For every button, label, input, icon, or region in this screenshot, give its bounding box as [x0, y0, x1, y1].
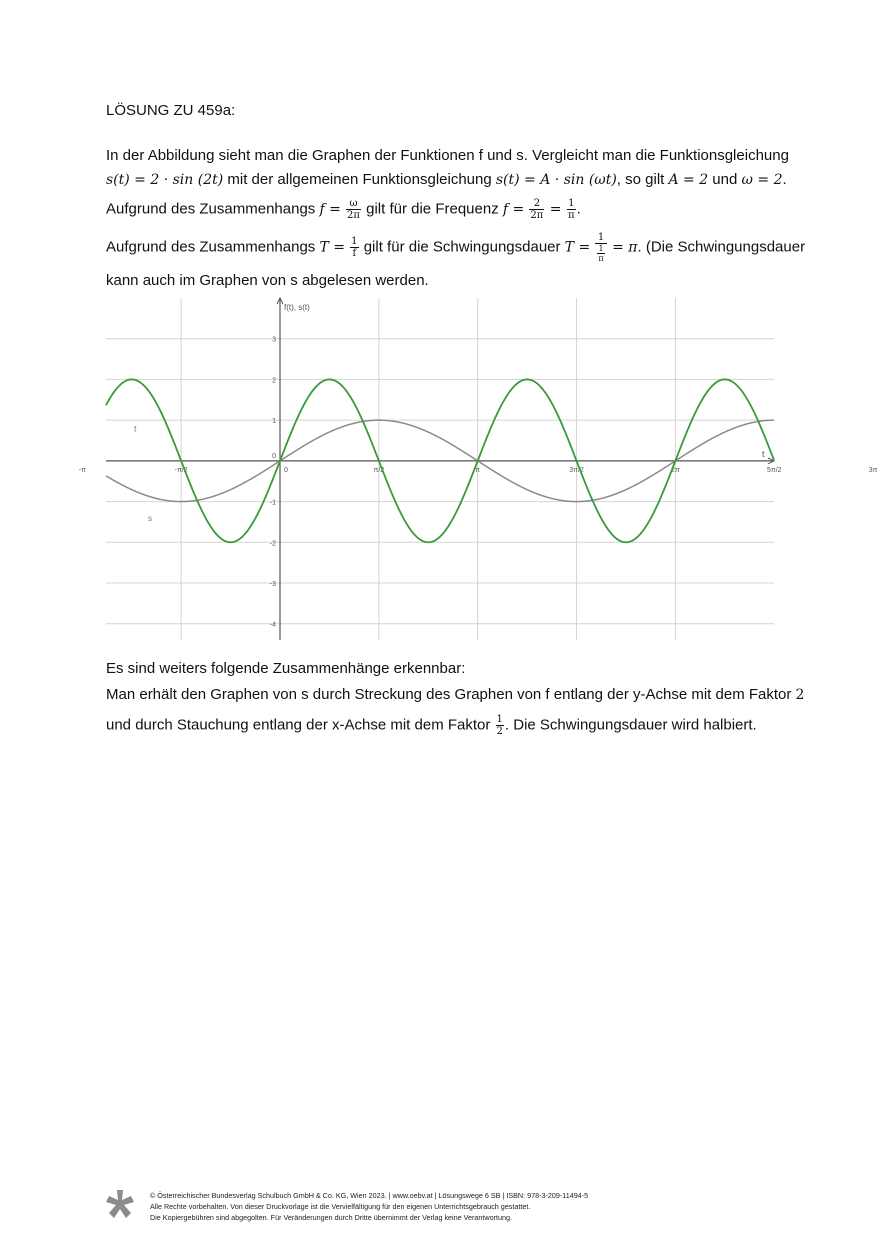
- para4-line2: [106, 686, 804, 703]
- eq-omega: ω = 2: [741, 172, 783, 188]
- denominator: 2π: [347, 210, 360, 221]
- eq-T: T =: [319, 239, 345, 256]
- y-tick-label: -2: [269, 540, 277, 548]
- numerator: 1: [496, 714, 503, 725]
- fraction: [350, 236, 358, 259]
- footer: [150, 1190, 588, 1223]
- y-tick-label: -3: [269, 581, 277, 588]
- factor-two: 2: [795, 687, 805, 703]
- y-tick-label: 3: [272, 336, 277, 344]
- eq-A: A = 2: [668, 172, 709, 188]
- numerator: 1: [598, 244, 604, 253]
- para1-line1: In der Abbildung sieht man die Graphen der Funktionen f und s. Vergleicht man die Funktionsgleichung: [106, 147, 789, 164]
- text: .: [782, 171, 787, 188]
- denominator: π: [567, 210, 575, 221]
- para3-line2: kann auch im Graphen von s abgelesen werden.: [106, 272, 429, 289]
- para4-line1: Es sind weiters folgende Zusammenhänge erkennbar:: [106, 660, 466, 677]
- numerator: 1: [595, 232, 606, 244]
- fraction: [496, 714, 504, 737]
- text: gilt für die Schwingungsdauer: [359, 238, 565, 256]
- y-tick-label: -4: [269, 621, 277, 629]
- para4-line3: [106, 714, 757, 737]
- eq-s: s(t) = 2 · sin (2t): [106, 172, 224, 188]
- y-axis-label: f(t), s(t): [284, 303, 310, 312]
- text: Aufgrund des Zusammenhangs: [106, 200, 320, 218]
- text: und: [708, 171, 742, 188]
- footer-line: © Österreichischer Bundesverlag Schulbuch GmbH & Co. KG, Wien 2023. | www.oebv.at | Lösungswege 6 SB | ISBN: 978-3-209-11494-5: [150, 1191, 589, 1200]
- denominator: [595, 244, 606, 263]
- denominator: π: [598, 254, 604, 263]
- denominator: 2: [496, 726, 503, 737]
- denominator: 2π: [530, 210, 544, 221]
- text: und durch Stauchung entlang der x-Achse mit dem Faktor: [106, 716, 495, 734]
- text: .: [576, 200, 581, 218]
- numerator: 1: [351, 236, 358, 247]
- fraction: [595, 232, 606, 263]
- heading: LÖSUNG ZU 459a:: [106, 102, 236, 119]
- function-graph: [78, 298, 878, 640]
- curve-label-s: s: [148, 514, 152, 523]
- x-tick-label: π: [475, 466, 481, 474]
- x-tick-label: 5π/2: [766, 466, 782, 474]
- fraction: [597, 244, 604, 263]
- text: Aufgrund des Zusammenhangs: [106, 238, 320, 256]
- x-tick-label: -π/2: [174, 466, 188, 474]
- fraction: [346, 198, 361, 221]
- x-tick-label: 0: [284, 466, 288, 474]
- y-tick-label: -1: [269, 499, 277, 507]
- para2: [106, 198, 581, 221]
- fraction: [567, 198, 576, 221]
- text: gilt für die Frequenz: [361, 200, 503, 218]
- eq-sign: =: [545, 201, 566, 218]
- eq-f: f =: [319, 201, 341, 218]
- numerator: 2: [529, 198, 544, 210]
- text: , so gilt: [616, 171, 669, 188]
- eq-T2: T =: [564, 239, 591, 256]
- publisher-logo-icon: [104, 1188, 136, 1220]
- denominator: f: [352, 248, 357, 259]
- para3-line1: [106, 232, 805, 263]
- x-tick-label: 3π/2: [569, 466, 584, 474]
- curve-label-f: f: [134, 425, 137, 434]
- numerator: 1: [568, 198, 575, 209]
- x-tick-label: π/2: [373, 466, 385, 474]
- y-tick-label: 1: [272, 418, 277, 426]
- y-tick-label: 2: [272, 377, 277, 385]
- x-axis-label: t: [762, 448, 765, 459]
- eq-f2: f =: [502, 201, 525, 218]
- eq-result: = π: [607, 239, 638, 256]
- x-tick-label: 2π: [671, 466, 680, 474]
- fraction: [529, 198, 544, 221]
- footer-line: Die Kopiergebühren sind abgegolten. Für Veränderungen durch Dritte übernimmt der Verlag keine Verantwortung.: [150, 1213, 512, 1222]
- footer-line: Alle Rechte vorbehalten. Von dieser Druckvorlage ist die Vervielfältigung für den eigenen Unterrichtsgebrauch gestattet.: [150, 1202, 531, 1211]
- numerator: ω: [346, 198, 361, 210]
- x-tick-label: -π: [78, 466, 86, 474]
- para1-line2: [106, 171, 787, 188]
- text: Man erhält den Graphen von s durch Streckung des Graphen von f entlang der y-Achse mit dem Faktor: [106, 686, 796, 703]
- text: . (Die Schwingungsdauer: [637, 238, 806, 256]
- x-tick-label: 3π: [868, 466, 878, 474]
- text: . Die Schwingungsdauer wird halbiert.: [504, 716, 757, 734]
- y-tick-label: 0: [272, 452, 277, 460]
- eq-general: s(t) = A · sin (ωt): [495, 172, 617, 188]
- text: mit der allgemeinen Funktionsgleichung: [223, 171, 496, 188]
